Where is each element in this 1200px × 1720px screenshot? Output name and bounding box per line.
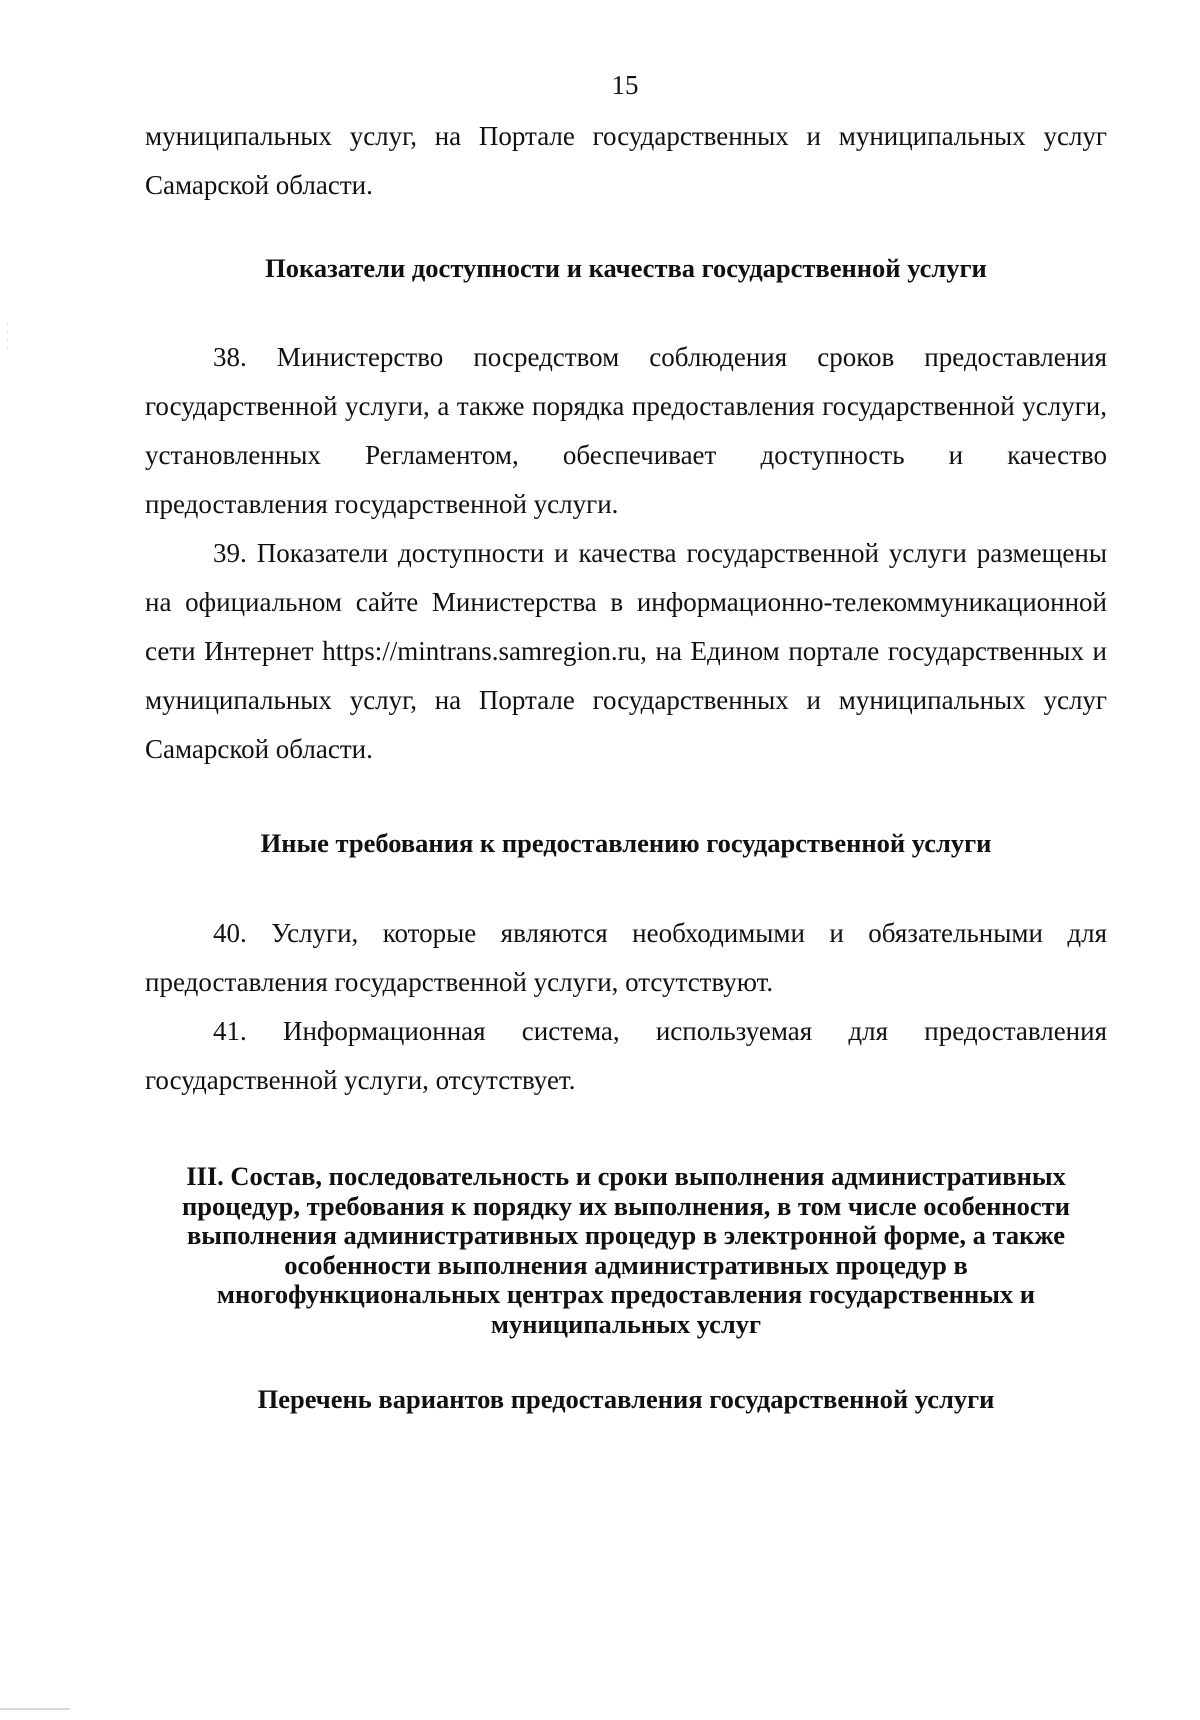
paragraph-41: 41. Информационная система, используемая для предоставления государственной услуги, отсутствует. bbox=[145, 1016, 1107, 1095]
heading-availability-quality: Показатели доступности и качества государственной услуги bbox=[265, 253, 987, 283]
heading-other-requirements: Иные требования к предоставлению государственной услуги bbox=[260, 828, 992, 858]
page-number: 15 bbox=[611, 70, 639, 100]
section-iii-heading-line: выполнения административных процедур в электронной форме, а также bbox=[186, 1220, 1066, 1250]
section-iii-heading-line: муниципальных услуг bbox=[490, 1308, 762, 1339]
paragraph-40: 40. Услуги, которые являются необходимыми и обязательными для предоставления государственной услуги, отсутствуют. bbox=[145, 918, 1107, 997]
section-iii-heading-line: процедур, требования к порядку их выполнения, в том числе особенности bbox=[182, 1190, 1070, 1221]
heading-service-variants: Перечень вариантов предоставления государственной услуги bbox=[257, 1384, 995, 1414]
continuation-paragraph: муниципальных услуг, на Портале государственных и муниципальных услуг Самарской области. bbox=[145, 121, 1107, 200]
section-iii-heading-line: многофункциональных центрах предоставления государственных и bbox=[216, 1279, 1036, 1309]
section-iii-heading-line: особенности выполнения административных процедур в bbox=[284, 1249, 968, 1280]
paragraph-38: 38. Министерство посредством соблюдения сроков предоставления государственной услуги, а также порядка предоставления государственной услуги, установленных Регламентом, обеспечивает доступность и качество предоставления государственной услуги. bbox=[145, 342, 1107, 519]
section-iii-heading bbox=[145, 1162, 1107, 1339]
scan-margin-marks: · · · · bbox=[6, 319, 9, 353]
paragraph-39: 39. Показатели доступности и качества государственной услуги размещены на официальном сайте Министерства в информационно-телекоммуникационной сети Интернет https://mintrans.samregion.ru, на Едином портале государственных и муниципальных услуг, на Портале государственных и муниципальных услуг Самарской области. bbox=[145, 538, 1107, 764]
page-content bbox=[145, 112, 1107, 1415]
scan-edge-mark bbox=[0, 1708, 70, 1710]
section-iii-heading-line: III. Состав, последовательность и сроки выполнения административных bbox=[186, 1161, 1066, 1191]
